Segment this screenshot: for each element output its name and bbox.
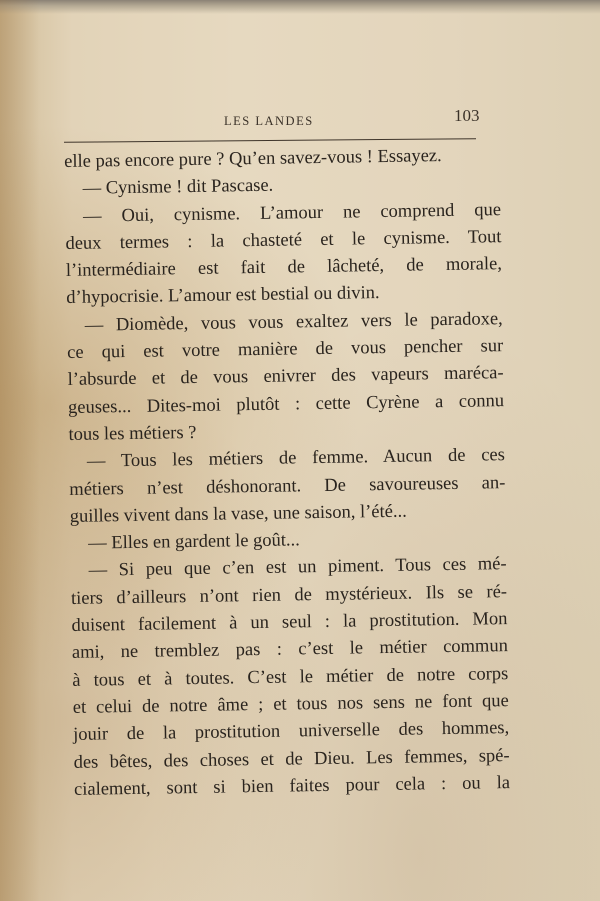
text-line: geuses... Dites-moi plutôt : cette Cyrène a connu xyxy=(67,390,505,418)
text-line: — Cynisme ! dit Pascase. xyxy=(82,176,274,200)
text-line: ami, ne tremblez pas : c’est le métier commun xyxy=(71,636,509,664)
text-line: — Elles en gardent le goût... xyxy=(88,530,301,554)
page-edge-shadow xyxy=(0,0,600,14)
text-line: à tous et à toutes. C’est le métier de notre corps xyxy=(72,663,509,691)
text-line: des bêtes, des choses et de Dieu. Les femmes, spé- xyxy=(73,745,510,773)
text-line: — Tous les métiers de femme. Aucun de ces xyxy=(86,445,506,472)
body-text xyxy=(64,142,510,804)
text-line: d’hypocrisie. L’amour est bestial ou divin. xyxy=(66,283,380,309)
text-line: guilles vivent dans la vase, une saison, l’été... xyxy=(69,501,407,527)
text-line: l’absurde et de vous enivrer des vapeurs maréca- xyxy=(67,363,504,391)
text-line: et celui de notre âme ; et tous nos sens ne font que xyxy=(72,691,509,718)
text-line: — Oui, cynisme. L’amour ne comprend que xyxy=(82,199,502,227)
paper-stain xyxy=(0,0,40,901)
page-header xyxy=(64,104,484,134)
text-line: deux termes : la chasteté et le cynisme. Tout xyxy=(65,227,502,254)
text-line: métiers n’est déshonorant. De savoureuses an- xyxy=(69,472,506,500)
text-line: jouir de la prostitution universelle des hommes, xyxy=(73,718,510,746)
text-line: duisent facilement à un seul : la prostitution. Mon xyxy=(71,609,508,636)
text-line: — Diomède, vous vous exaltez vers le paradoxe, xyxy=(84,308,503,336)
page-number: 103 xyxy=(454,106,480,125)
text-line: tous les métiers ? xyxy=(68,422,197,445)
text-line: ce qui est votre manière de vous pencher sur xyxy=(67,336,504,364)
text-line: cialement, sont si bien faites pour cela : ou la xyxy=(73,772,511,800)
text-line: tiers d’ailleurs n’ont rien de mystérieux. Ils se ré- xyxy=(70,581,508,609)
text-line: — Si peu que c’en est un piment. Tous ces mé- xyxy=(88,554,507,582)
header-rule xyxy=(64,138,476,143)
text-line: l’intermédiaire est fait de lâcheté, de morale, xyxy=(65,254,503,282)
text-line: elle pas encore pure ? Qu’en savez-vous ! Essayez. xyxy=(64,146,442,172)
running-head: LES LANDES xyxy=(224,114,314,128)
